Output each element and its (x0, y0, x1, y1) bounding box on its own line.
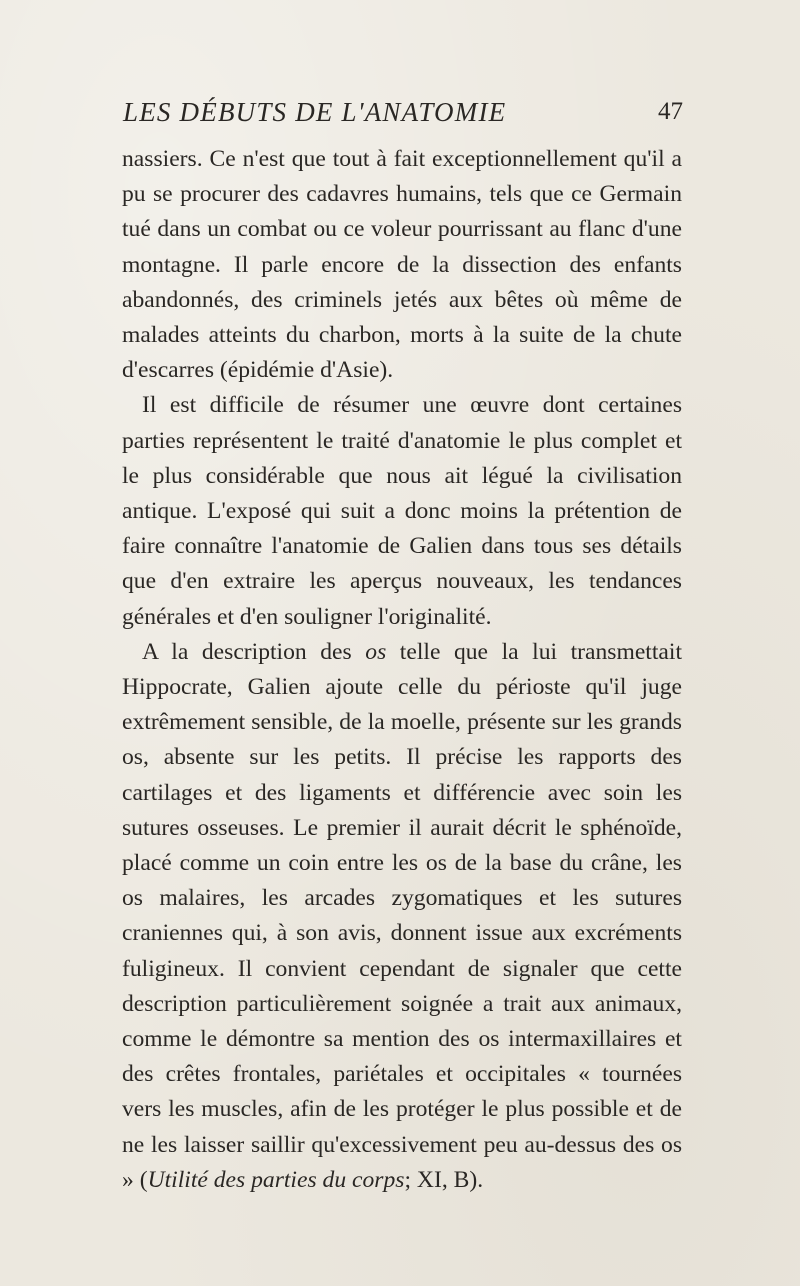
paragraph-1: nassiers. Ce n'est que tout à fait exceptionnellement qu'il a pu se procurer des cadavres humains, tels que ce Germain tué dans un combat ou ce voleur pourrissant au flanc d'une montagne. Il parle encore de la dissection des enfants abandonnés, des criminels jetés aux bêtes où même de malades atteints du charbon, morts à la suite de la chute d'escarres (épidémie d'Asie). (122, 146, 682, 384)
paragraph-2: Il est difficile de résumer une œuvre dont certaines parties représentent le traité d'anatomie le plus complet et le plus considérable que nous ait légué la civilisation antique. L'exposé qui suit a donc moins la prétention de faire connaître l'anatomie de Galien dans tous ses détails que d'en extraire les aperçus nouveaux, les tendances générales et d'en souligner l'originalité. (122, 392, 682, 630)
paragraph-3-text-b: telle que la lui transmettait Hippocrate, Galien ajoute celle du périoste qu'il juge extrêmement sensible, de la moelle, présente sur les grands os, absente sur les petits. Il précise les rapports des cartilages et des ligaments et différencie avec soin les sutures osseuses. Le premier il aurait décrit le sphénoïde, placé comme un coin entre les os de la base du crâne, les os malaires, les arcades zygomatiques et les sutures craniennes qui, à son avis, donnent issue aux excréments fuligineux. Il convient cependant de signaler que cette description particulièrement soignée a trait aux animaux, comme le démontre sa mention des os intermaxillaires et des crêtes frontales, pariétales et occipitales « tournées vers les muscles, afin de les protéger le plus possible et de ne les laisser saillir qu'excessivement peu au-dessus des os » ( (122, 638, 682, 1193)
body-text (122, 142, 682, 1198)
running-title: LES DÉBUTS DE L'ANATOMIE (123, 97, 507, 127)
paragraph-3-text-c: ; XI, B). (404, 1166, 484, 1193)
paragraph-3 (122, 635, 682, 1198)
running-header (123, 92, 683, 132)
page-number: 47 (658, 98, 683, 125)
paragraph-3-text-a: A la description des (142, 638, 366, 665)
paragraph-3-emphasis-os: os (365, 638, 387, 665)
citation-title: Utilité des parties du corps (147, 1166, 405, 1193)
